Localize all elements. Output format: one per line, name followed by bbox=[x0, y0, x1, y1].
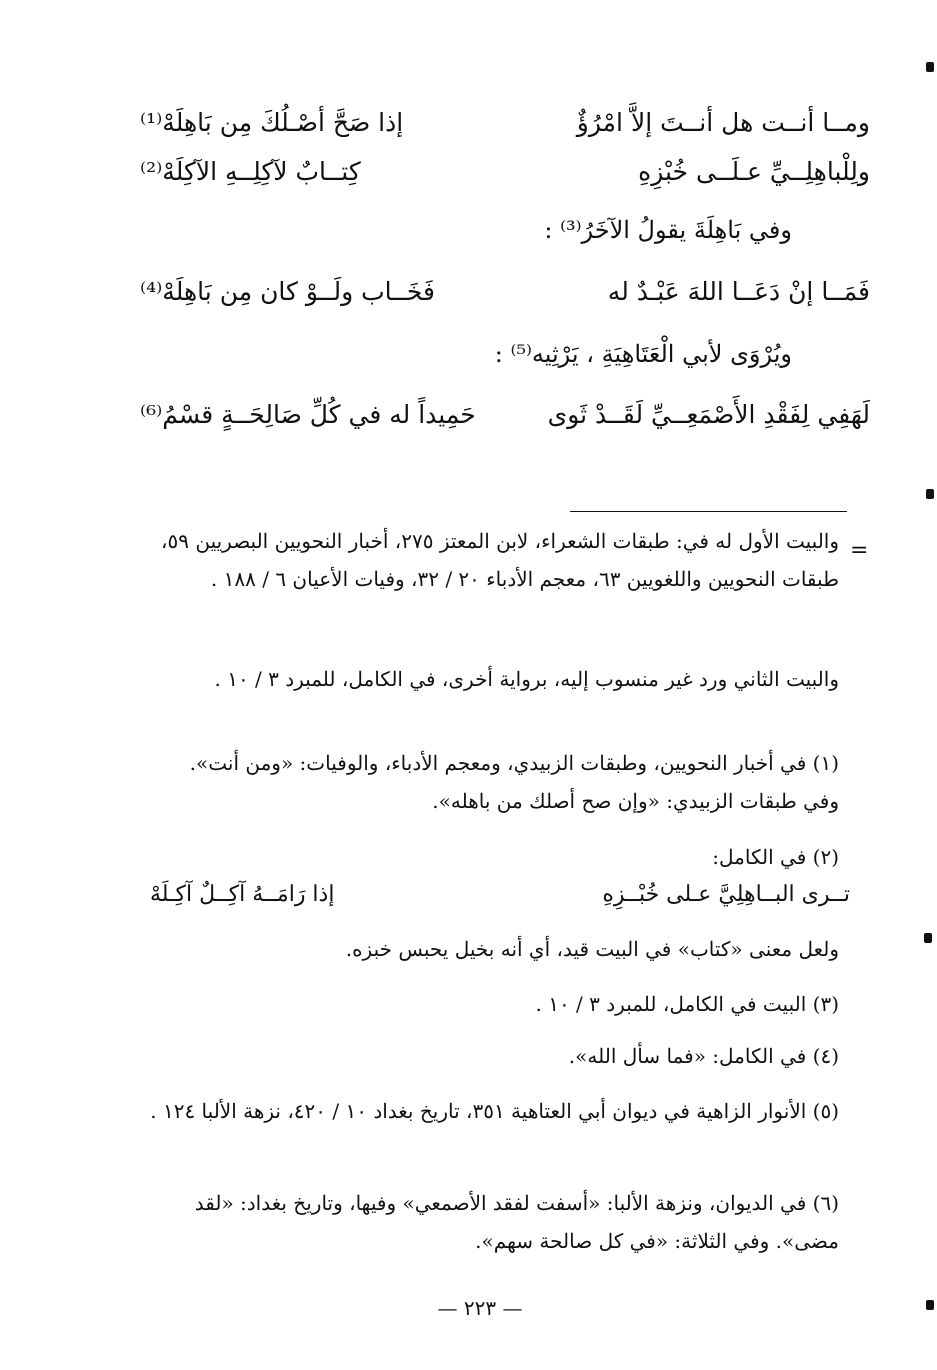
footnote-paragraph: والبيت الثاني ورد غير منسوب إليه، برواية أخرى، في الكامل، للمبرد ٣ / ١٠ . bbox=[214, 667, 839, 691]
footnote-first-verse-sources bbox=[150, 522, 865, 598]
verse-1-first-hemistich: ومــا أنــت هل أنــتَ إلاَّ امْرُؤٌ bbox=[576, 108, 870, 137]
edge-mark bbox=[926, 1300, 934, 1310]
footnote-3 bbox=[150, 985, 865, 1023]
verse-1-second-hemistich: إذا صَحَّ أصْـلُكَ مِن بَاهِلَهْ⁽¹⁾ bbox=[140, 108, 404, 137]
verse-other bbox=[140, 270, 870, 314]
footnote-paragraph: والبيت الأول له في: طبقات الشعراء، لابن المعتز ٢٧٥، أخبار النحويين البصريين ٥٩، طبقات النحويين واللغويين ٦٣، معجم الأدباء ٢٠ / ٣٢، وفيات الأعيان ٦ / ١٨٨ . bbox=[161, 529, 839, 591]
footnote-text: (٤) في الكامل: «فما سأل الله». bbox=[568, 1044, 839, 1068]
footnote-verse-second-hemistich: إذا رَامَــهُ آكِــلٌ آكِـلَهْ bbox=[150, 881, 335, 907]
verse-abu-al-atahiya bbox=[140, 393, 870, 437]
footnote-2-verse bbox=[150, 873, 850, 915]
footnote-verse-first-hemistich: تــرى البــاهِلِيَّ عـلى خُبْــزِهِ bbox=[602, 881, 850, 907]
footnote-second-verse-sources bbox=[150, 660, 865, 698]
verse-abi-second-hemistich: حَمِيداً له في كُلِّ صَالِحَــةٍ قسْمُ⁽⁶⁾ bbox=[140, 400, 476, 429]
page-number: — ٢٢٣ — bbox=[437, 1296, 523, 1320]
verse-line-1 bbox=[140, 101, 870, 145]
footnote-5 bbox=[150, 1092, 865, 1130]
edge-mark bbox=[926, 489, 934, 499]
verse-abi-first-hemistich: لَهَفِي لِفَقْدِ الأَصْمَعِــيِّ لَقَــدْ ثَوى bbox=[547, 400, 870, 429]
edge-mark bbox=[926, 62, 934, 72]
edge-mark bbox=[924, 933, 932, 943]
intro-abu-al-atahiya: ويُرْوَى لأبي الْعَتَاهِيَةِ ، يَرْثِيه⁽⁵⁾ : bbox=[494, 340, 792, 368]
footnote-4 bbox=[150, 1037, 865, 1075]
verse-other-first-hemistich: فَمَــا إنْ دَعَــا اللهَ عَبْـدٌ له bbox=[607, 277, 870, 306]
footnote-2 bbox=[150, 838, 865, 876]
footnote-text: (٥) الأنوار الزاهية في ديوان أبي العتاهية ٣٥١، تاريخ بغداد ١٠ / ٤٢٠، نزهة الألبا ١٢٤ . bbox=[150, 1099, 839, 1123]
verse-other-second-hemistich: فَخَــاب ولَــوْ كان مِن بَاهِلَهْ⁽⁴⁾ bbox=[140, 277, 435, 306]
verse-2-second-hemistich: كِتــابٌ لآكِلِــهِ الآكِلَهْ⁽²⁾ bbox=[140, 157, 361, 186]
footnote-text: ولعل معنى «كتاب» في البيت قيد، أي أنه بخيل يحبس خبزه. bbox=[345, 937, 839, 961]
footnote-divider bbox=[570, 511, 847, 512]
intro-other-poet: وفي بَاهِلَةَ يقولُ الآخَرُ⁽³⁾ : bbox=[544, 216, 792, 244]
continuation-mark: = bbox=[850, 538, 869, 563]
verse-line-2 bbox=[140, 150, 870, 194]
footnote-text: (١) في أخبار النحويين، وطبقات الزبيدي، ومعجم الأدباء، والوفيات: «ومن أنت». وفي طبقات الزبيدي: «وإن صح أصلك من باهله». bbox=[189, 751, 839, 813]
footnote-2-note bbox=[150, 930, 865, 968]
footnote-text: (٦) في الديوان، ونزهة الألبا: «أسفت لفقد الأصمعي» وفيها، وتاريخ بغداد: «لقد مضى». وفي الثلاثة: «في كل صالحة سهم». bbox=[194, 1191, 839, 1253]
footnote-1 bbox=[150, 744, 865, 820]
footnote-text: (٣) البيت في الكامل، للمبرد ٣ / ١٠ . bbox=[535, 992, 839, 1016]
footnote-6 bbox=[150, 1184, 865, 1260]
verse-2-first-hemistich: ولِلْباهِلِــيِّ عـلَــى خُبْزِهِ bbox=[638, 157, 870, 186]
footnote-text: (٢) في الكامل: bbox=[712, 845, 839, 869]
